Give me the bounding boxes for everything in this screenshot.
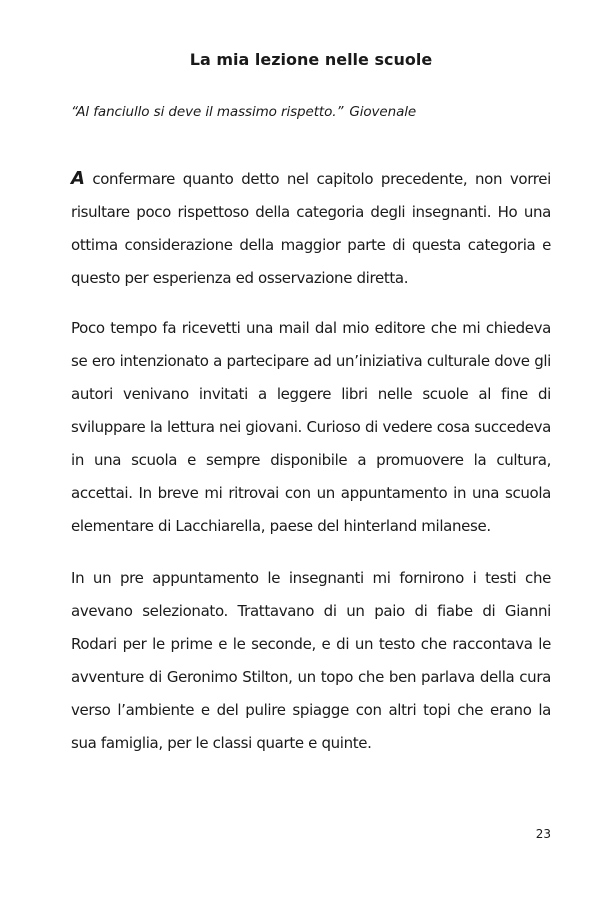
paragraph-1-text: confermare quanto detto nel capitolo precedente, non vorrei risultare poco rispettoso della categoria degli insegnanti. Ho una ottima considerazione della maggior parte di questa categoria e questo per esperienza ed osservazione diretta. bbox=[71, 170, 551, 287]
paragraph-3-text: In un pre appuntamento le insegnanti mi fornirono i testi che avevano selezionato. Trattavano di un paio di fiabe di Gianni Rodari per le prime e le seconde, e di un testo che raccontava le avventure di Geronimo Stilton, un topo che ben parlava della cura verso l’ambiente e del pulire spiagge con altri topi che erano la sua famiglia, per le classi quarte e quinte. bbox=[71, 569, 551, 752]
chapter-title: La mia lezione nelle scuole bbox=[189, 50, 433, 69]
epigraph-quote: “Al fanciullo si deve il massimo rispetto.” bbox=[71, 104, 344, 120]
body-text bbox=[71, 162, 551, 780]
paragraph-3 bbox=[71, 562, 551, 760]
paragraph-1 bbox=[71, 162, 551, 295]
drop-cap: A bbox=[71, 168, 85, 189]
page-number: 23 bbox=[535, 827, 551, 841]
epigraph bbox=[71, 101, 551, 123]
book-page bbox=[71, 0, 551, 897]
paragraph-2-text: Poco tempo fa ricevetti una mail dal mio editore che mi chiedeva se ero intenzionato a partecipare ad un’iniziativa culturale dove gli autori venivano invitati a leggere libri nelle scuole al fine di sviluppare la lettura nei giovani. Curioso di vedere cosa succedeva in una scuola e sempre disponibile a promuovere la cultura, accettai. In breve mi ritrovai con un appuntamento in una scuola elementare di Lacchiarella, paese del hinterland milanese. bbox=[71, 319, 551, 535]
epigraph-author: Giovenale bbox=[349, 104, 417, 120]
paragraph-2 bbox=[71, 312, 551, 543]
